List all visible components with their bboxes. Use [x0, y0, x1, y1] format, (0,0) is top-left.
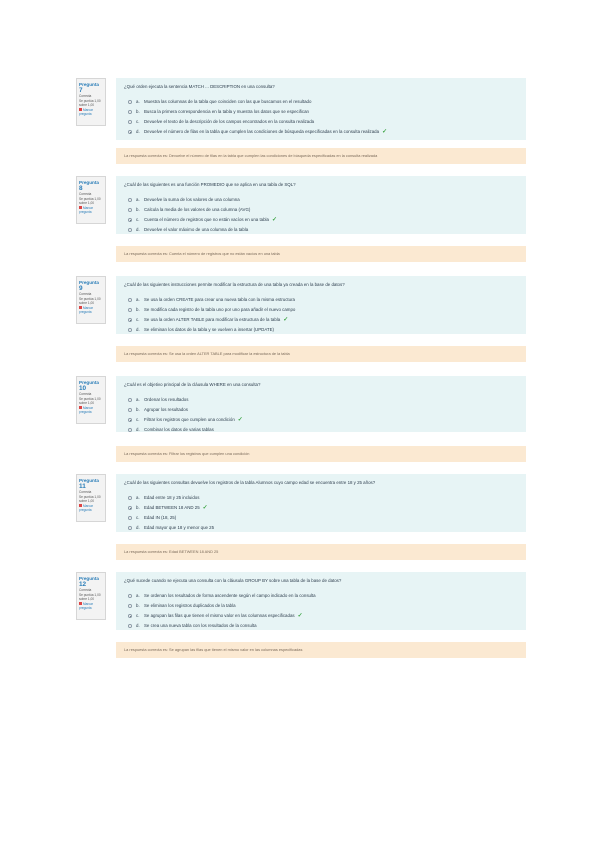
option-text: Se crea una nueva tabla con los resultados de la consulta [144, 623, 257, 628]
question-text: ¿Cuál de las siguientes instrucciones permite modificar la estructura de una tabla ya creada en la base de datos? [124, 282, 345, 287]
option-letter: b. [136, 603, 140, 608]
feedback-box [116, 246, 526, 262]
feedback-box [116, 346, 526, 362]
option-letter: b. [136, 407, 140, 412]
option-letter: a. [136, 495, 140, 500]
option-text: Se modifica cada registro de la tabla uno por uno para añadir el nuevo campo [144, 307, 296, 312]
option-text: Devuelve el valor máximo de una columna de la tabla [144, 227, 249, 232]
flag-icon [79, 602, 82, 605]
option-letter: d. [136, 327, 140, 332]
feedback-box [116, 148, 526, 164]
option-letter: d. [136, 623, 140, 628]
option-letter: c. [136, 119, 140, 124]
correct-answer-text: La respuesta correcta es: Cuenta el número de registros que no están vacíos en una tabla [124, 251, 280, 256]
question-status: Correcta [79, 588, 92, 592]
correct-answer-text: La respuesta correcta es: Devuelve el número de filas en la tabla que cumplen las condiciones de búsqueda especificadas en la consulta realizada [124, 153, 378, 158]
correct-check-icon: ✓ [297, 613, 303, 619]
option-text: Busca la primera correspondencia en la tabla y muestra los datos que se especifican [144, 109, 309, 114]
radio-button[interactable] [128, 130, 132, 134]
flag-question-link[interactable]: Marcar pregunta [79, 601, 93, 611]
option-text: Filtrar los registros que cumplen una condición [144, 417, 235, 422]
radio-button[interactable] [128, 594, 132, 598]
flag-icon [79, 406, 82, 409]
radio-button[interactable] [128, 198, 132, 202]
question-number: Pregunta 11 [79, 478, 99, 490]
answer-option[interactable] [124, 425, 518, 435]
question-text: ¿Qué sucede cuando se ejecuta una consulta con la cláusula GROUP BY sobre una tabla de la base de datos? [124, 578, 342, 583]
question-score: Se puntúa 1,00 sobre 1,00 [79, 296, 101, 306]
question-content [116, 176, 526, 234]
option-text: Edad IN (18, 25) [144, 515, 177, 520]
option-letter: d. [136, 227, 140, 232]
question-content [116, 78, 526, 140]
correct-check-icon: ✓ [382, 129, 388, 135]
answer-list [124, 195, 518, 235]
feedback-box [116, 544, 526, 560]
answer-option[interactable] [124, 195, 518, 205]
option-letter: b. [136, 207, 140, 212]
flag-question-link[interactable]: Marcar pregunta [79, 107, 93, 117]
answer-option[interactable] [124, 503, 518, 513]
radio-button[interactable] [128, 418, 132, 422]
question-status: Correcta [79, 292, 92, 296]
option-letter: c. [136, 515, 140, 520]
question-number: Pregunta 7 [79, 82, 99, 94]
question-text: ¿Cuál es el objetivo principal de la cláusula WHERE en una consulta? [124, 382, 261, 387]
radio-button[interactable] [128, 496, 132, 500]
flag-question-link[interactable]: Marcar pregunta [79, 205, 93, 215]
radio-button[interactable] [128, 398, 132, 402]
question-score: Se puntúa 1,00 sobre 1,00 [79, 592, 101, 602]
correct-check-icon: ✓ [271, 217, 278, 223]
answer-option[interactable] [124, 325, 518, 335]
option-letter: d. [136, 129, 140, 134]
radio-button[interactable] [128, 516, 132, 520]
option-letter: d. [136, 525, 140, 530]
radio-button[interactable] [128, 308, 132, 312]
question-content [116, 572, 526, 630]
option-letter: c. [136, 417, 140, 422]
answer-option[interactable] [124, 523, 518, 533]
option-text: Edad entre 18 y 25 incluidos [144, 495, 200, 500]
answer-option[interactable] [124, 611, 518, 621]
radio-button[interactable] [128, 228, 132, 232]
option-text: Se usa la orden CREATE para crear una nueva tabla con la misma estructura [144, 297, 295, 302]
option-text: Devuelve el número de filas en la tabla que cumplen las condiciones de búsqueda especificadas en la consulta realizada [144, 129, 380, 134]
answer-list [124, 97, 518, 137]
flag-question-link[interactable]: Marcar pregunta [79, 305, 93, 315]
question-info [76, 78, 106, 126]
question-number: Pregunta 8 [79, 180, 99, 192]
correct-answer-text: La respuesta correcta es: Se agrupan las filas que tienen el mismo valor en las columnas especificadas [124, 647, 303, 652]
option-letter: b. [136, 505, 140, 510]
flag-question-link[interactable]: Marcar pregunta [79, 503, 93, 513]
option-text: Muestra las columnas de la tabla que coinciden con las que buscamos en el resultado [144, 99, 312, 104]
radio-button[interactable] [128, 624, 132, 628]
flag-question-link[interactable]: Marcar pregunta [79, 405, 93, 415]
radio-button[interactable] [128, 110, 132, 114]
question-status: Correcta [79, 392, 92, 396]
correct-check-icon: ✓ [283, 317, 289, 323]
option-letter: a. [136, 99, 140, 104]
answer-option[interactable] [124, 395, 518, 405]
radio-button[interactable] [128, 604, 132, 608]
question-text: ¿Qué orden ejecuta la sentencia MATCH ... DESCRIPTION en una consulta? [124, 84, 275, 89]
radio-button[interactable] [128, 100, 132, 104]
answer-option[interactable] [124, 621, 518, 631]
option-letter: a. [136, 197, 140, 202]
radio-button[interactable] [128, 298, 132, 302]
option-text: Devuelve el texto de la descripción de los campos encontrados en la consulta realizada [144, 119, 315, 124]
answer-option[interactable] [124, 97, 518, 107]
radio-button[interactable] [128, 506, 132, 510]
radio-button[interactable] [128, 318, 132, 322]
question-info [76, 176, 106, 224]
option-letter: b. [136, 307, 140, 312]
correct-check-icon: ✓ [237, 417, 243, 423]
answer-option[interactable] [124, 315, 518, 325]
option-text: Se ordenan los resultados de forma ascendente según el campo indicado en la consulta [144, 593, 316, 598]
radio-button[interactable] [128, 408, 132, 412]
radio-button[interactable] [128, 428, 132, 432]
option-text: Cuenta el número de registros que no están vacíos en una tabla [144, 217, 269, 222]
answer-option[interactable] [124, 205, 518, 215]
feedback-box [116, 642, 526, 658]
radio-button[interactable] [128, 526, 132, 530]
question-number: Pregunta 12 [79, 576, 99, 588]
option-letter: d. [136, 427, 140, 432]
option-letter: a. [136, 593, 140, 598]
option-text: Agrupar los resultados [144, 407, 188, 412]
option-text: Edad BETWEEN 18 AND 25 [144, 505, 200, 510]
radio-button[interactable] [128, 614, 132, 618]
question-info [76, 276, 106, 324]
option-text: Se eliminan los datos de la tabla y se vuelven a insertar (UPDATE) [144, 327, 274, 332]
option-letter: c. [136, 317, 140, 322]
correct-answer-text: La respuesta correcta es: Filtrar los registros que cumplen una condición [124, 451, 250, 456]
question-info [76, 474, 106, 522]
question-text: ¿Cuál de las siguientes consultas devuelve los registros de la tabla Alumnos cuyo campo edad se encuentra entre 18 y 25 años? [124, 480, 376, 485]
answer-option[interactable] [124, 225, 518, 235]
option-letter: c. [136, 613, 140, 618]
answer-list [124, 591, 518, 631]
flag-icon [79, 108, 82, 111]
answer-option[interactable] [124, 415, 518, 425]
answer-option[interactable] [124, 127, 518, 137]
correct-check-icon: ✓ [202, 505, 208, 511]
flag-icon [79, 504, 82, 507]
answer-option[interactable] [124, 117, 518, 127]
option-letter: b. [136, 109, 140, 114]
question-score: Se puntúa 1,00 sobre 1,00 [79, 196, 101, 206]
option-text: Calcula la media de los valores de una columna (AVG) [144, 207, 251, 212]
question-score: Se puntúa 1,00 sobre 1,00 [79, 396, 101, 406]
question-info [76, 376, 106, 424]
flag-icon [79, 206, 82, 209]
option-text: Combinar los datos de varias tablas [144, 427, 214, 432]
question-content [116, 276, 526, 334]
answer-option[interactable] [124, 601, 518, 611]
radio-button[interactable] [128, 218, 132, 222]
question-status: Correcta [79, 192, 92, 196]
correct-answer-text: La respuesta correcta es: Se usa la orden ALTER TABLE para modificar la estructura de la tabla [124, 351, 290, 356]
question-number: Pregunta 9 [79, 280, 99, 292]
answer-option[interactable] [124, 513, 518, 523]
option-letter: c. [136, 217, 140, 222]
answer-option[interactable] [124, 295, 518, 305]
correct-answer-text: La respuesta correcta es: Edad BETWEEN 18 AND 25 [124, 549, 219, 554]
question-number: Pregunta 10 [79, 380, 99, 392]
question-content [116, 474, 526, 532]
answer-option[interactable] [124, 215, 518, 225]
option-text: Ordenar los resultados [144, 397, 189, 402]
radio-button[interactable] [128, 208, 132, 212]
radio-button[interactable] [128, 328, 132, 332]
answer-option[interactable] [124, 107, 518, 117]
answer-option[interactable] [124, 591, 518, 601]
answer-list [124, 493, 518, 533]
radio-button[interactable] [128, 120, 132, 124]
option-text: Se usa la orden ALTER TABLE para modificar la estructura de la tabla [144, 317, 281, 322]
question-status: Correcta [79, 94, 92, 98]
feedback-box [116, 446, 526, 462]
answer-option[interactable] [124, 493, 518, 503]
question-info [76, 572, 106, 620]
option-text: Devuelve la suma de los valores de una columna [144, 197, 240, 202]
option-letter: a. [136, 297, 140, 302]
question-score: Se puntúa 1,00 sobre 1,00 [79, 494, 101, 504]
answer-list [124, 395, 518, 435]
question-text: ¿Cuál de las siguientes es una función PROMEDIO que se aplica en una tabla de SQL? [124, 182, 296, 187]
option-text: Se eliminan los registros duplicados de la tabla [144, 603, 236, 608]
answer-option[interactable] [124, 405, 518, 415]
option-text: Edad mayor que 18 y menor que 25 [144, 525, 215, 530]
flag-icon [79, 306, 82, 309]
answer-option[interactable] [124, 305, 518, 315]
option-text: Se agrupan las filas que tienen el mismo valor en las columnas especificadas [144, 613, 295, 618]
question-status: Correcta [79, 490, 92, 494]
question-content [116, 376, 526, 432]
answer-list [124, 295, 518, 335]
question-score: Se puntúa 1,00 sobre 1,00 [79, 98, 101, 108]
option-letter: a. [136, 397, 140, 402]
